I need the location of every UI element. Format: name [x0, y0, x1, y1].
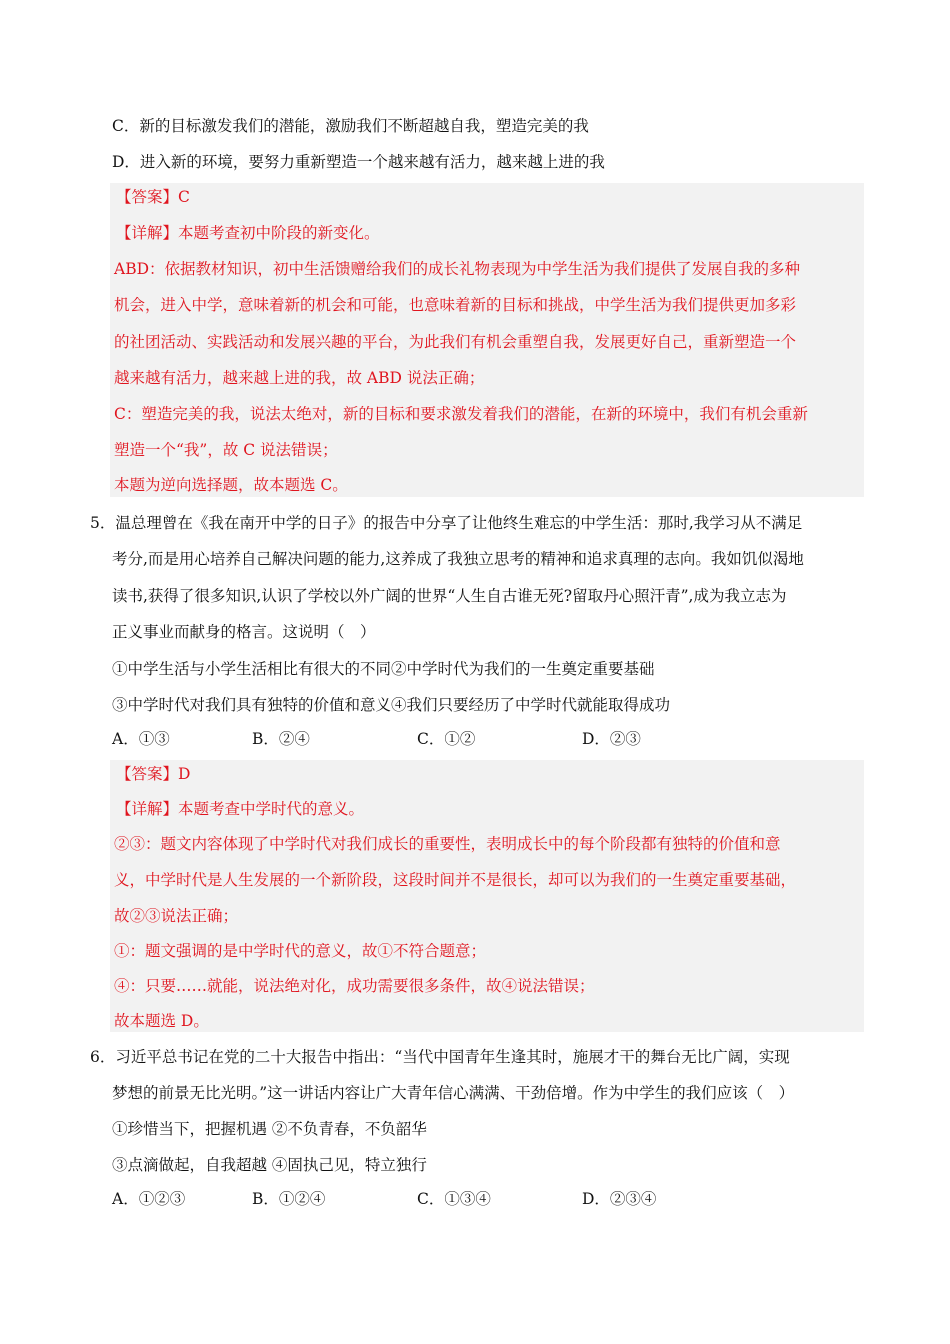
q5-answer: 【答案】D	[116, 765, 191, 783]
q6-option-b: B．①②④	[252, 1190, 326, 1208]
q5-analysis-line: 故本题选 D。	[114, 1012, 209, 1030]
q5-stem-line: 正义事业而献身的格言。这说明（ ）	[112, 623, 376, 641]
q5-analysis-line: 故②③说法正确；	[114, 907, 239, 925]
q5-statement: ①中学生活与小学生活相比有很大的不同②中学时代为我们的一生奠定重要基础	[112, 660, 655, 678]
q5-stem-line: 读书,获得了很多知识,认识了学校以外广阔的世界“人生自古谁无死?留取丹心照汗青”,成为我立志为	[112, 587, 787, 605]
q4-analysis-line: ABD：依据教材知识，初中生活馈赠给我们的成长礼物表现为中学生活为我们提供了发展自我的多种	[114, 260, 801, 278]
q5-stem-line: 考分,而是用心培养自己解决问题的能力,这养成了我独立思考的精神和追求真理的志向。我如饥似渴地	[112, 550, 804, 568]
q5-analysis-line: 【详解】本题考查中学时代的意义。	[116, 800, 365, 818]
q4-analysis-line: 机会，进入中学，意味着新的机会和可能，也意味着新的目标和挑战，中学生活为我们提供更加多彩	[114, 296, 797, 314]
q5-analysis-line: ①：题文强调的是中学时代的意义，故①不符合题意；	[114, 942, 487, 960]
q4-analysis-line: 越来越有活力，越来越上进的我，故 ABD 说法正确；	[114, 369, 485, 387]
q5-analysis-line: 义，中学时代是人生发展的一个新阶段，这段时间并不是很长，却可以为我们的一生奠定重要基础，	[114, 871, 797, 889]
q4-analysis-line: 塑造一个“我”，故 C 说法错误；	[114, 441, 338, 459]
q6-option-c: C．①③④	[417, 1190, 491, 1208]
q6-option-d: D．②③④	[582, 1190, 657, 1208]
q6-option-a: A．①②③	[112, 1190, 186, 1208]
q6-statement: ①珍惜当下，把握机遇 ②不负青春，不负韶华	[112, 1120, 427, 1138]
q4-analysis-line: 的社团活动、实践活动和发展兴趣的平台，为此我们有机会重塑自我，发展更好自己，重新塑造一个	[114, 333, 797, 351]
q5-answer-box	[110, 760, 864, 1032]
q5-statement: ③中学时代对我们具有独特的价值和意义④我们只要经历了中学时代就能取得成功	[112, 696, 671, 714]
q5-option-d: D．②③	[582, 730, 641, 748]
q4-analysis-line: C：塑造完美的我，说法太绝对，新的目标和要求激发着我们的潜能，在新的环境中，我们有机会重新	[114, 405, 808, 423]
q5-option-a: A．①③	[112, 730, 170, 748]
q5-option-c: C．①②	[417, 730, 476, 748]
q4-option-c: C．新的目标激发我们的潜能，激励我们不断超越自我，塑造完美的我	[112, 117, 589, 135]
q5-stem-line: 5．温总理曾在《我在南开中学的日子》的报告中分享了让他终生难忘的中学生活：那时,我学习从不满足	[90, 514, 803, 532]
q6-statement: ③点滴做起，自我超越 ④固执己见，特立独行	[112, 1156, 427, 1174]
q5-option-b: B．②④	[252, 730, 310, 748]
q6-stem-line: 6．习近平总书记在党的二十大报告中指出：“当代中国青年生逢其时，施展才干的舞台无比广阔，实现	[90, 1048, 790, 1066]
q5-analysis-line: ④：只要……就能，说法绝对化，成功需要很多条件，故④说法错误；	[114, 977, 595, 995]
q5-analysis-line: ②③：题文内容体现了中学时代对我们成长的重要性，表明成长中的每个阶段都有独特的价值和意	[114, 835, 781, 853]
q4-answer-box	[110, 183, 864, 497]
q6-stem-line: 梦想的前景无比光明。”这一讲话内容让广大青年信心满满、干劲倍增。作为中学生的我们应该（ ）	[112, 1084, 795, 1102]
q4-analysis-line: 【详解】本题考查初中阶段的新变化。	[116, 224, 380, 242]
q4-analysis-line: 本题为逆向选择题，故本题选 C。	[114, 476, 348, 494]
q4-option-d: D．进入新的环境，要努力重新塑造一个越来越有活力，越来越上进的我	[112, 153, 605, 171]
q4-answer: 【答案】C	[116, 188, 190, 206]
